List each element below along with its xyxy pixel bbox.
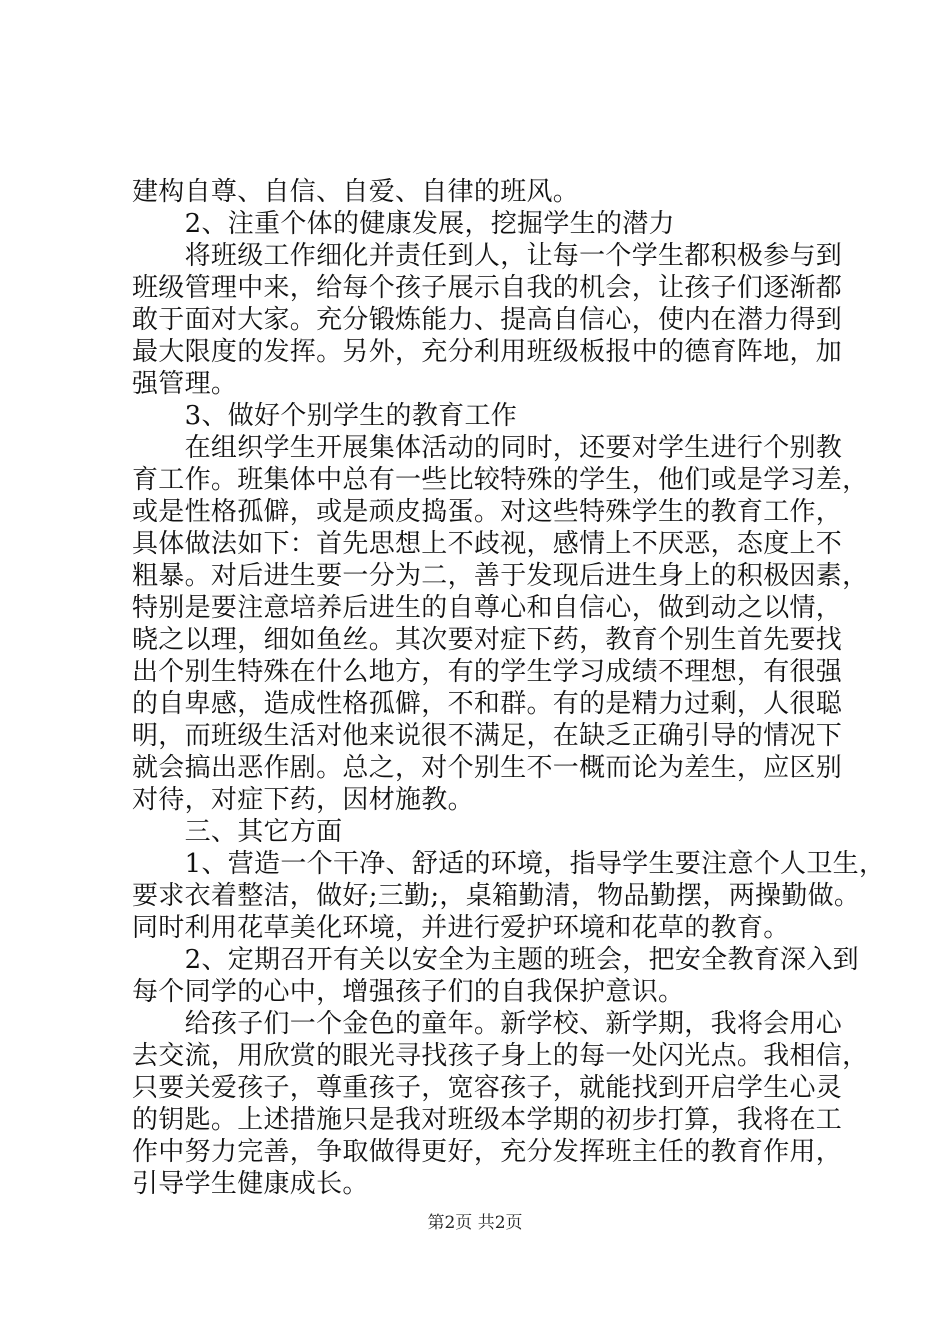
text-line: 2、定期召开有关以安全为主题的班会，把安全教育深入到 <box>132 945 859 975</box>
text-line: 出个别生特殊在什么地方，有的学生学习成绩不理想，有很强 <box>132 657 843 687</box>
page-number-footer: 第2页 共2页 <box>427 1213 523 1233</box>
text-line: 或是性格孤僻，或是顽皮捣蛋。对这些特殊学生的教育工作， <box>132 497 843 527</box>
text-line: 给孩子们一个金色的童年。新学校、新学期，我将会用心 <box>132 1009 843 1039</box>
text-line: 最大限度的发挥。另外，充分利用班级板报中的德育阵地，加 <box>132 337 843 367</box>
text-line: 在组织学生开展集体活动的同时，还要对学生进行个别教 <box>132 433 843 463</box>
text-line: 具体做法如下：首先思想上不歧视，感情上不厌恶，态度上不 <box>132 529 843 559</box>
text-line: 只要关爱孩子，尊重孩子，宽容孩子，就能找到开启学生心灵 <box>132 1073 843 1103</box>
text-line: 育工作。班集体中总有一些比较特殊的学生，他们或是学习差， <box>132 465 869 495</box>
text-line: 明，而班级生活对他来说很不满足，在缺乏正确引导的情况下 <box>132 721 843 751</box>
text-line: 的钥匙。上述措施只是我对班级本学期的初步打算，我将在工 <box>132 1105 843 1135</box>
text-line: 要求衣着整洁，做好;三勤;，桌箱勤清，物品勤摆，两操勤做。 <box>132 881 861 911</box>
text-line: 敢于面对大家。充分锻炼能力、提高自信心，使内在潜力得到 <box>132 305 843 335</box>
text-line: 就会搞出恶作剧。总之，对个别生不一概而论为差生，应区别 <box>132 753 843 783</box>
text-line: 作中努力完善，争取做得更好，充分发挥班主任的教育作用， <box>132 1137 843 1167</box>
text-line: 的自卑感，造成性格孤僻，不和群。有的是精力过剩，人很聪 <box>132 689 843 719</box>
section-heading: 2、注重个体的健康发展，挖掘学生的潜力 <box>132 209 675 239</box>
text-line: 每个同学的心中，增强孩子们的自我保护意识。 <box>132 977 685 1007</box>
text-line: 引导学生健康成长。 <box>132 1169 369 1199</box>
text-line: 去交流，用欣赏的眼光寻找孩子身上的每一处闪光点。我相信， <box>132 1041 869 1071</box>
section-heading: 三、其它方面 <box>132 817 343 847</box>
text-line: 粗暴。对后进生要一分为二，善于发现后进生身上的积极因素， <box>132 561 869 591</box>
text-line: 同时利用花草美化环境，并进行爱护环境和花草的教育。 <box>132 913 790 943</box>
text-line: 特别是要注意培养后进生的自尊心和自信心，做到动之以情， <box>132 593 843 623</box>
text-line: 班级管理中来，给每个孩子展示自我的机会，让孩子们逐渐都 <box>132 273 843 303</box>
section-heading: 3、做好个别学生的教育工作 <box>132 401 518 431</box>
text-line: 强管理。 <box>132 369 238 399</box>
text-line: 晓之以理，细如鱼丝。其次要对症下药，教育个别生首先要找 <box>132 625 843 655</box>
text-line: 将班级工作细化并责任到人，让每一个学生都积极参与到 <box>132 241 843 271</box>
text-line: 建构自尊、自信、自爱、自律的班风。 <box>132 177 580 207</box>
text-line: 对待，对症下药，因材施教。 <box>132 785 474 815</box>
text-line: 1、营造一个干净、舒适的环境，指导学生要注意个人卫生， <box>132 849 886 879</box>
